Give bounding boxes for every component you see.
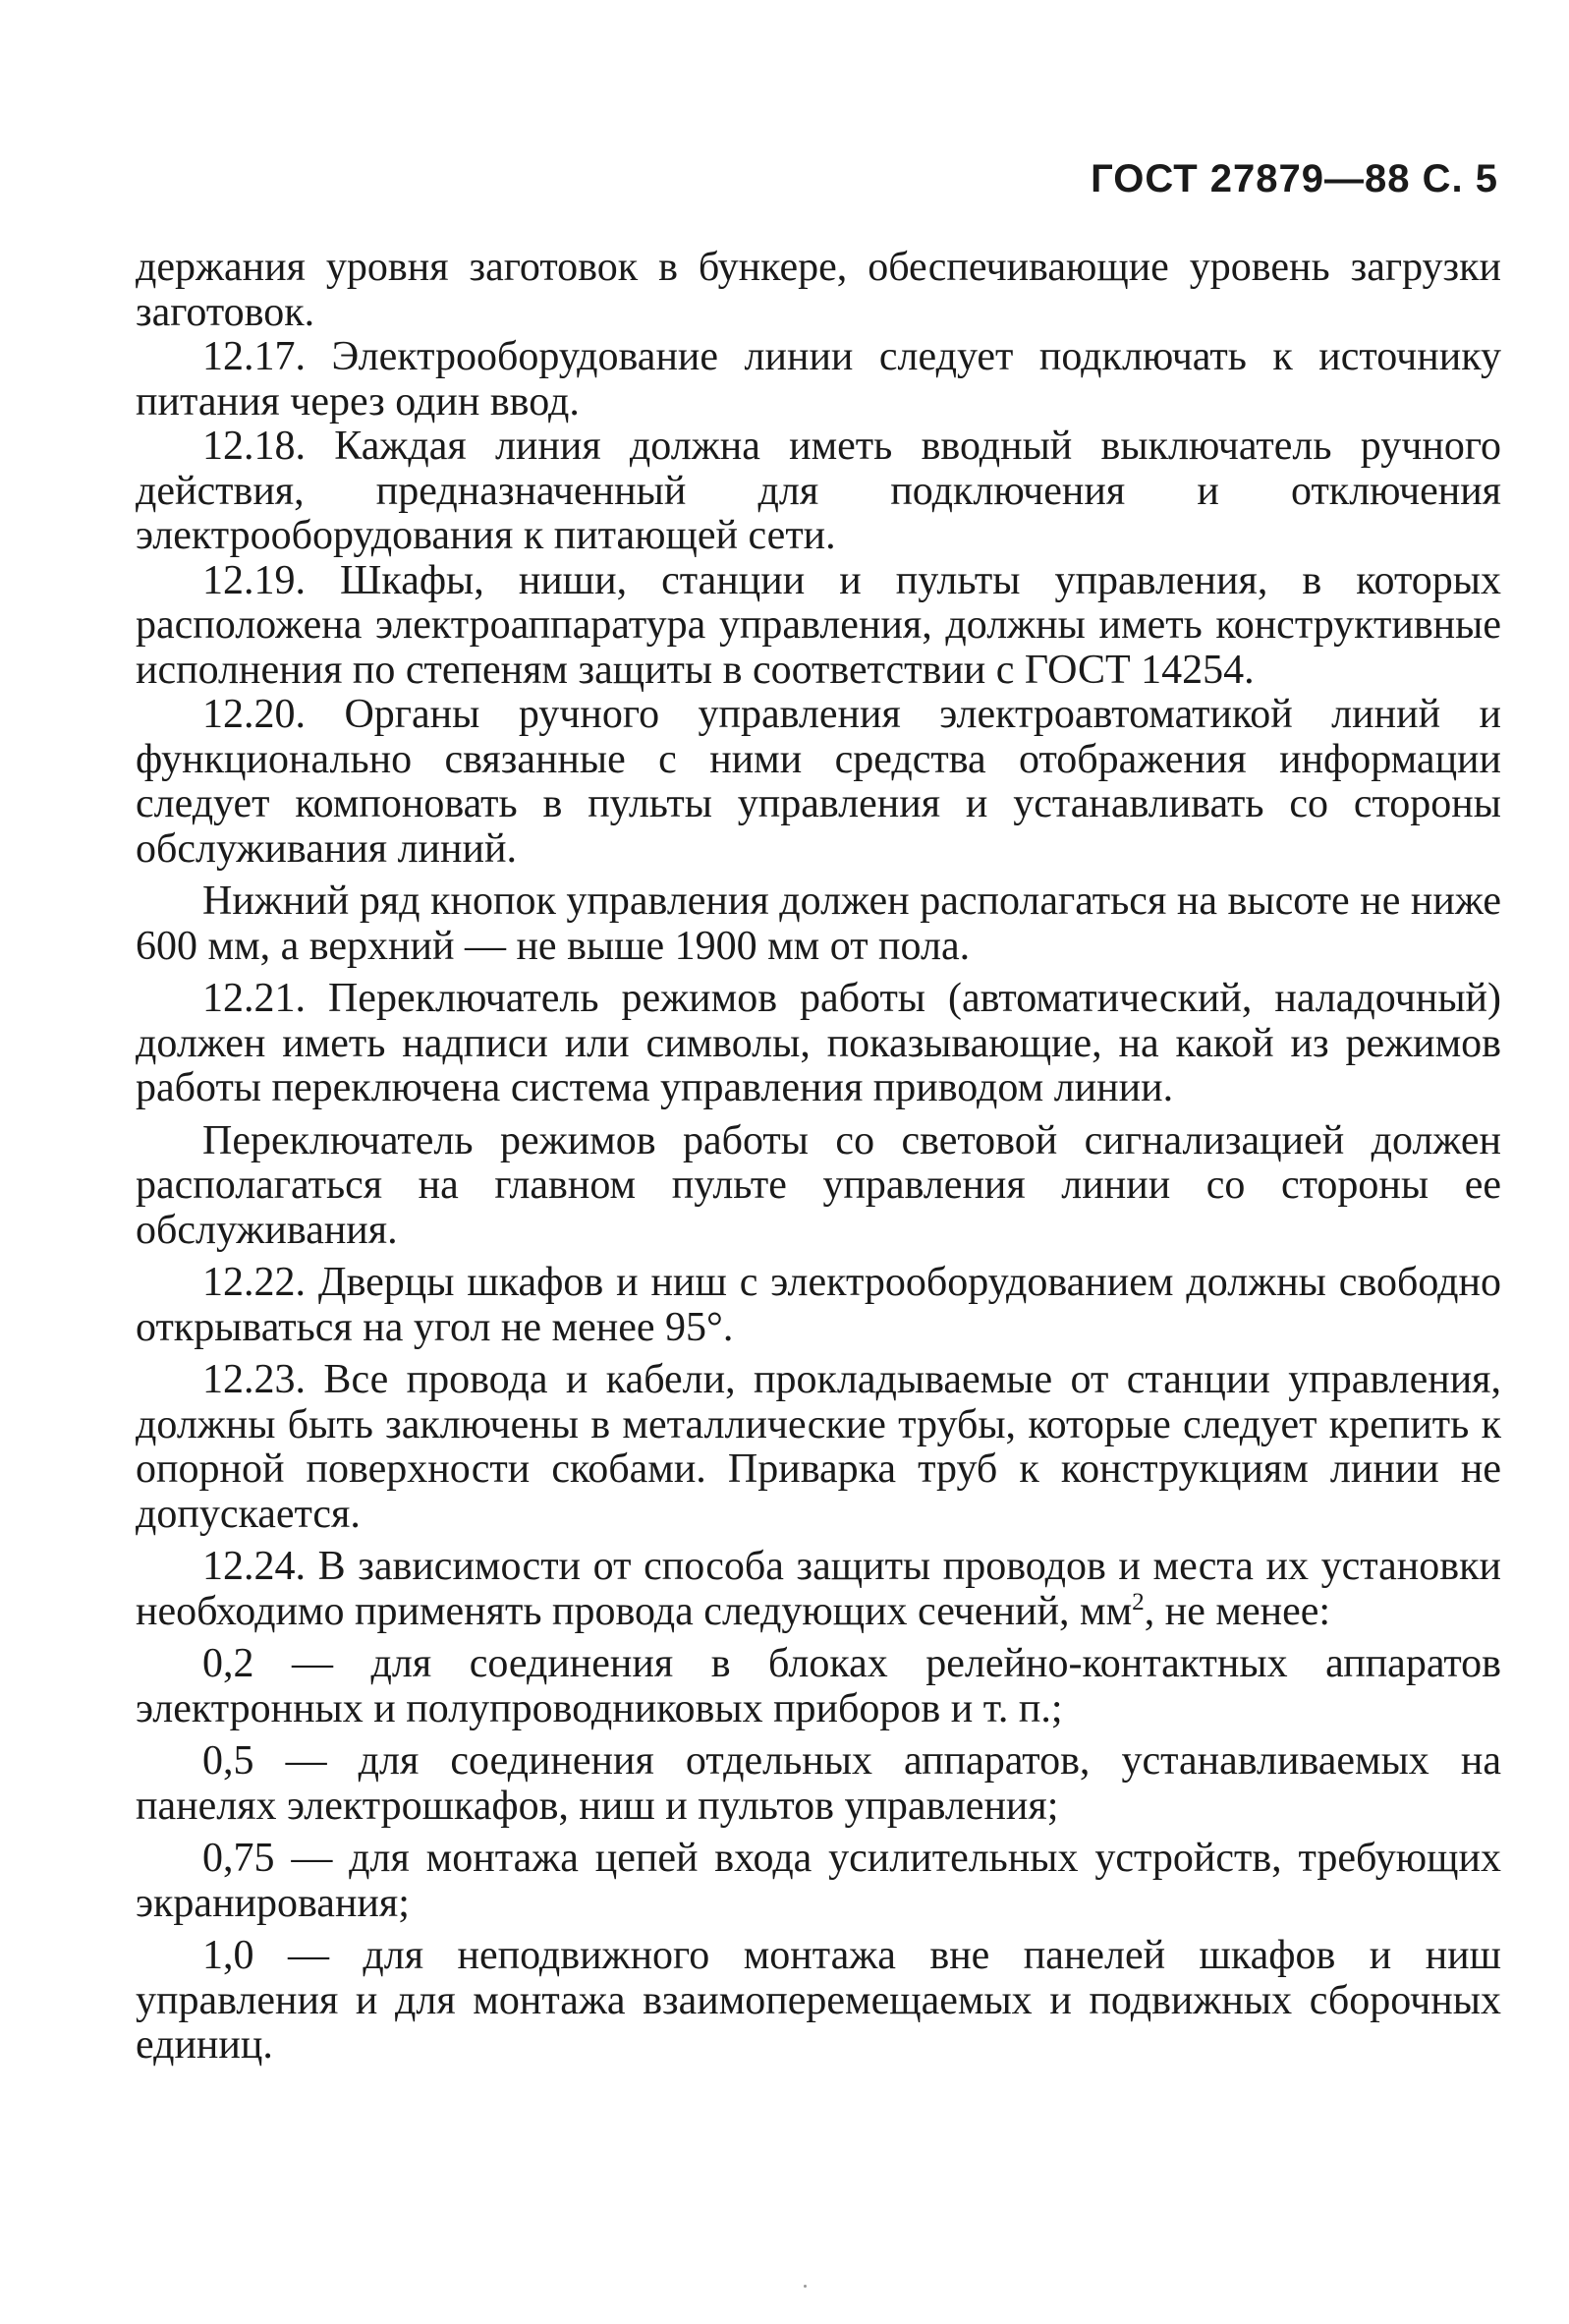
running-header: ГОСТ 27879—88 С. 5 (1091, 157, 1498, 200)
superscript-squared: 2 (1132, 1588, 1145, 1615)
list-item-0-5: 0,5 — для соединения отдельных аппаратов, устанавливаемых на панелях электрошкафов, ниш и пультов управления; (136, 1738, 1501, 1829)
paragraph-mode-switch: Переключатель режимов работы со световой сигнализацией должен располагаться на главном пульте управления линии со стороны ее обслуживания. (136, 1117, 1501, 1253)
paragraph-12-18: 12.18. Каждая линия должна иметь вводный выключатель ручного действия, предназначенный для подключения и отключения электрооборудования к питающей сети. (136, 424, 1501, 558)
paragraph-button-height: Нижний ряд кнопок управления должен располагаться на высоте не ниже 600 мм, а верхний — не выше 1900 мм от пола. (136, 879, 1501, 969)
paragraph-12-22: 12.22. Дверцы шкафов и ниш с электрооборудованием должны свободно открываться на угол не менее 95°. (136, 1260, 1501, 1350)
paragraph-12-17: 12.17. Электрооборудование линии следует подключать к источнику питания через один ввод. (136, 334, 1501, 425)
paragraph-continuation: держания уровня заготовок в бункере, обеспечивающие уровень загрузки заготовок. (136, 245, 1501, 335)
body-text (136, 246, 1501, 2069)
paragraph-12-24-text: 12.24. В зависимости от способа защиты проводов и места их установки необходимо применять провода следующих сечений, мм (136, 1544, 1501, 1634)
paragraph-12-21: 12.21. Переключатель режимов работы (автоматический, наладочный) должен иметь надписи или символы, показывающие, на какой из режимов работы переключена система управления приводом линии. (136, 976, 1501, 1110)
paragraph-12-24 (136, 1545, 1501, 1634)
list-item-0-2: 0,2 — для соединения в блоках релейно-контактных аппаратов электронных и полупроводниковых приборов и т. п.; (136, 1641, 1501, 1731)
paragraph-12-23: 12.23. Все провода и кабели, прокладываемые от станции управления, должны быть заключены в металлические трубы, которые следует крепить к опорной поверхности скобами. Приварка труб к конструкциям линии не допускается. (136, 1357, 1501, 1537)
paragraph-12-24-tail: , не менее: (1144, 1588, 1331, 1634)
scan-speck (804, 2285, 807, 2288)
paragraph-12-19: 12.19. Шкафы, ниши, станции и пульты управления, в которых расположена электроаппаратура управления, должны иметь конструктивные исполнения по степеням защиты в соответствии с ГОСТ 14254. (136, 557, 1501, 693)
list-item-0-75: 0,75 — для монтажа цепей входа усилительных устройств, требующих экранирования; (136, 1836, 1501, 1926)
list-item-1-0: 1,0 — для неподвижного монтажа вне панелей шкафов и ниш управления и для монтажа взаимоперемещаемых и подвижных сборочных единиц. (136, 1933, 1501, 2068)
paragraph-12-20: 12.20. Органы ручного управления электроавтоматикой линий и функционально связанные с ними средства отображения информации следует компоновать в пульты управления и устанавливать со стороны обслуживания линий. (136, 692, 1501, 872)
